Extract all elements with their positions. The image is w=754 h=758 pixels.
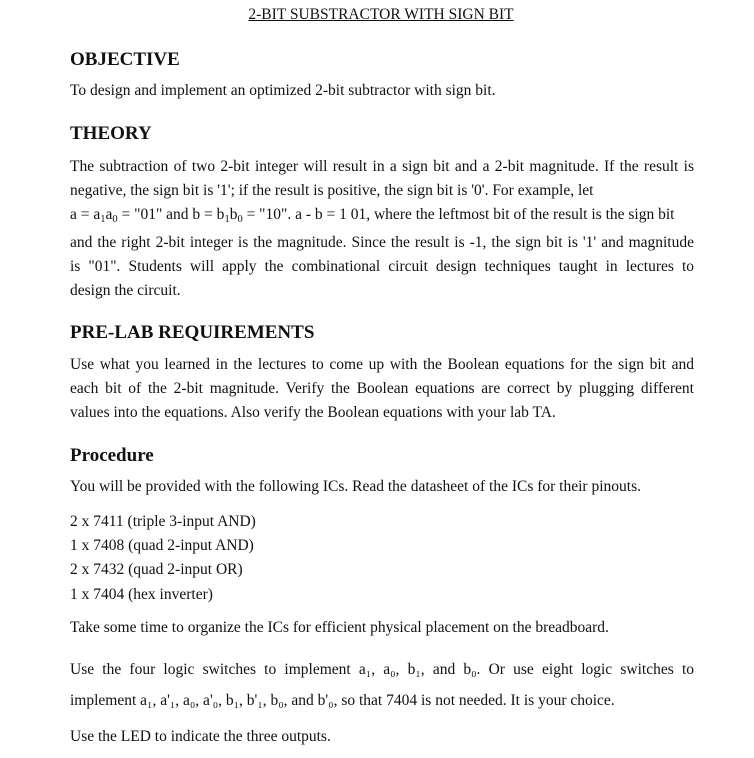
organize-text: Take some time to organize the ICs for efficient physical placement on the breadboard. bbox=[70, 619, 609, 636]
theory-line: design the circuit. bbox=[70, 281, 181, 299]
switch-line: implement a₁, a'₁, a₀, a'₀, b₁, b'₁, b₀, and b'₀, so that 7404 is not needed. It is your choice. bbox=[70, 692, 615, 709]
objective-heading: OBJECTIVE bbox=[70, 49, 180, 70]
theory-line: The subtraction of two 2-bit integer will result in a sign bit and a 2-bit magnitude. If the result is bbox=[70, 158, 694, 175]
ic-item: 1 x 7404 (hex inverter) bbox=[70, 585, 213, 603]
eq-part: b bbox=[229, 206, 238, 224]
ic-item: 2 x 7411 (triple 3-input AND) bbox=[70, 513, 256, 530]
theory-line: and the right 2-bit integer is the magnitude. Since the result is -1, the sign bit is '1' and magnitude bbox=[70, 233, 694, 251]
eq-sub: 0 bbox=[237, 214, 243, 226]
led-text: Use the LED to indicate the three outputs. bbox=[70, 728, 331, 745]
document-title: 2-BIT SUBSTRACTOR WITH SIGN BIT bbox=[248, 6, 514, 23]
eq-part: = "01" and b = b bbox=[117, 206, 225, 224]
prelab-paragraph bbox=[70, 353, 694, 426]
ic-item: 2 x 7432 (quad 2-input OR) bbox=[70, 561, 243, 579]
ic-item: 1 x 7408 (quad 2-input AND) bbox=[70, 537, 254, 555]
prelab-line: Use what you learned in the lectures to come up with the Boolean equations for the sign bit and bbox=[70, 356, 694, 373]
theory-equation-line bbox=[70, 203, 694, 227]
eq-part: = "10". a - b = 1 01, where the leftmost bit of the result is the sign bit bbox=[242, 206, 675, 224]
theory-line: is "01". Students will apply the combinational circuit design techniques taught in lectures to bbox=[70, 257, 694, 275]
objective-text: To design and implement an optimized 2-bit subtractor with sign bit. bbox=[70, 82, 496, 99]
theory-heading: THEORY bbox=[70, 123, 152, 144]
eq-part: a = a bbox=[70, 206, 101, 224]
eq-sub: 1 bbox=[224, 214, 230, 226]
ic-list bbox=[70, 510, 694, 607]
eq-sub: 1 bbox=[100, 214, 106, 226]
eq-part: a bbox=[105, 206, 113, 224]
procedure-intro: You will be provided with the following ICs. Read the datasheet of the ICs for their pinouts. bbox=[70, 478, 641, 495]
theory-paragraph bbox=[70, 155, 694, 303]
switch-paragraph bbox=[70, 654, 694, 716]
procedure-heading: Procedure bbox=[70, 445, 154, 466]
prelab-heading: PRE-LAB REQUIREMENTS bbox=[70, 322, 315, 343]
switch-line: Use the four logic switches to implement a₁, a₀, b₁, and b₀. Or use eight logic switches to bbox=[70, 661, 694, 678]
theory-line: negative, the sign bit is '1'; if the result is positive, the sign bit is '0'. For example, let bbox=[70, 182, 594, 200]
prelab-line: values into the equations. Also verify the Boolean equations with your lab TA. bbox=[70, 404, 556, 422]
prelab-line: each bit of the 2-bit magnitude. Verify the Boolean equations are correct by plugging different bbox=[70, 380, 694, 398]
eq-sub: 0 bbox=[112, 214, 118, 226]
